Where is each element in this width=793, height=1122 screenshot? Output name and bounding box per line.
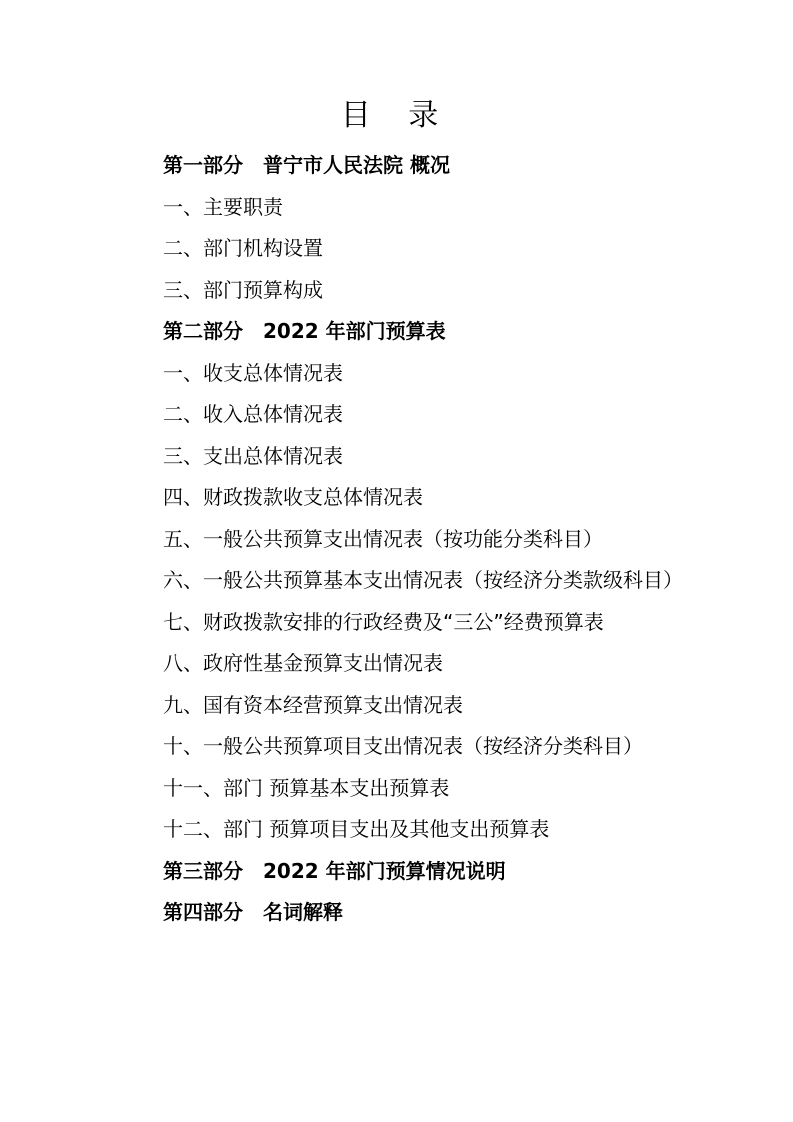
toc-item: 十、一般公共预算项目支出情况表（按经济分类科目） <box>163 734 643 758</box>
toc-item: 二、部门机构设置 <box>163 236 323 260</box>
toc-item: 一、主要职责 <box>163 194 283 219</box>
toc-item: 七、财政拨款安排的行政经费及“三公”经费预算表 <box>163 609 604 634</box>
toc-part-4: 第四部分 名词解释 <box>163 900 343 924</box>
toc-item: 十一、部门 预算基本支出预算表 <box>163 775 450 800</box>
toc-part-2: 第二部分 2022 年部门预算表 <box>163 319 446 343</box>
toc-part-3: 第三部分 2022 年部门预算情况说明 <box>163 858 506 883</box>
toc-item: 五、一般公共预算支出情况表（按功能分类科目） <box>163 526 603 551</box>
toc-item: 三、支出总体情况表 <box>163 443 343 468</box>
toc-item: 九、国有资本经营预算支出情况表 <box>163 692 463 717</box>
page-title: 目 录 <box>340 98 453 133</box>
toc-item: 三、部门预算构成 <box>163 277 323 302</box>
table-of-contents <box>121 145 681 934</box>
toc-item: 十二、部门 预算项目支出及其他支出预算表 <box>163 817 550 841</box>
toc-item: 一、收支总体情况表 <box>163 360 343 385</box>
toc-item: 二、收入总体情况表 <box>163 402 343 426</box>
toc-item: 六、一般公共预算基本支出情况表（按经济分类款级科目） <box>163 568 683 592</box>
toc-part-1: 第一部分 普宁市人民法院 概况 <box>163 153 450 177</box>
toc-item: 八、政府性基金预算支出情况表 <box>163 651 443 675</box>
toc-item: 四、财政拨款收支总体情况表 <box>163 485 423 509</box>
